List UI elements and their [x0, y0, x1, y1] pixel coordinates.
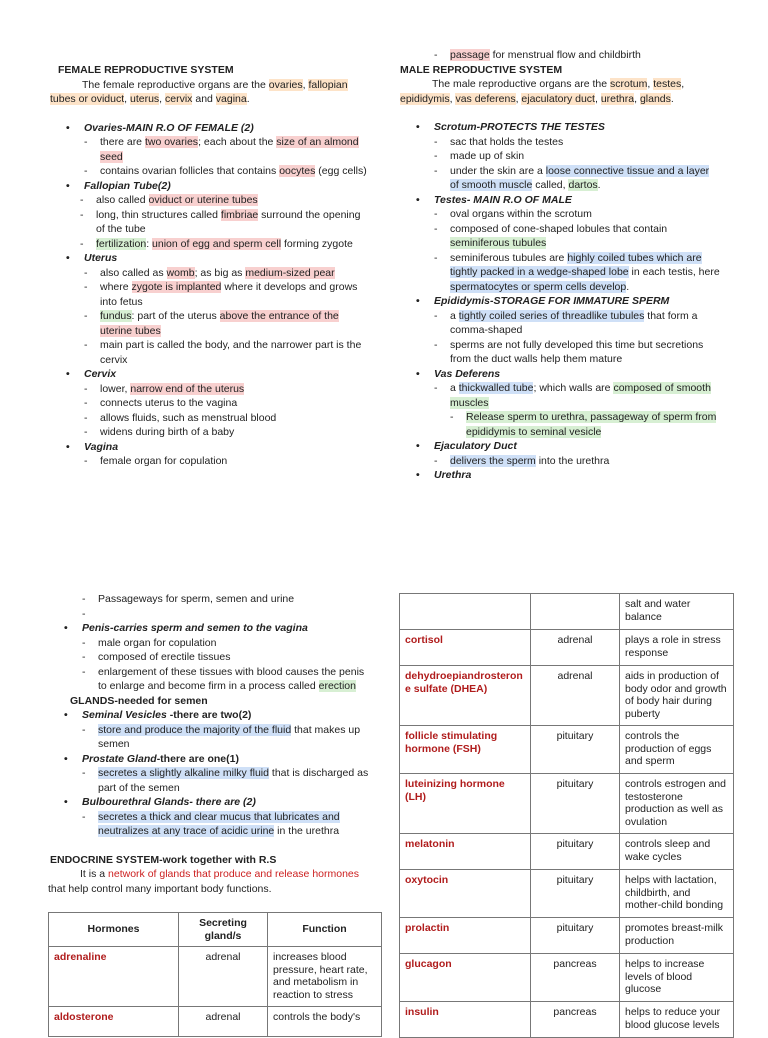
function-cell: aids in production of body odor and growth of body hair during puberty [620, 666, 734, 726]
table-row [400, 918, 734, 954]
hormone-cell: follicle stimulating hormone (FSH) [400, 726, 531, 774]
seminal-vesicles-heading: • Seminal Vesicles -there are two(2) [48, 708, 370, 723]
hormone-cell: luteinizing hormone (LH) [400, 774, 531, 834]
list-item: - fertilization: union of egg and sperm cell forming zygote [50, 237, 370, 252]
endocrine-intro: It is a network of glands that produce and release hormones that help control many important body functions. [48, 868, 360, 895]
glands-title: GLANDS-needed for semen [70, 694, 208, 707]
male-intro: The male reproductive organs are the scrotum, testes, epididymis, vas deferens, ejaculatory duct, urethra, glands. [400, 78, 685, 105]
ejaculatory-duct-heading: • Ejaculatory Duct [400, 439, 720, 454]
table-row [49, 1007, 382, 1037]
female-intro: The female reproductive organs are the ovaries, fallopian tubes or oviduct, uterus, cervix and vagina. [50, 78, 348, 105]
female-title: FEMALE REPRODUCTIVE SYSTEM [58, 64, 234, 76]
table-row [400, 726, 734, 774]
male-title: MALE REPRODUCTIVE SYSTEM [400, 63, 563, 76]
gland-cell [531, 594, 620, 630]
hormone-cell: insulin [400, 1002, 531, 1038]
prostate-heading: • Prostate Gland-there are one(1) [48, 752, 370, 767]
function-cell: salt and water balance [620, 594, 734, 630]
gland-cell: pituitary [531, 726, 620, 774]
bulbourethral-heading: • Bulbourethral Glands- there are (2) [48, 795, 370, 810]
column-header: Secreting gland/s [179, 913, 268, 947]
list-item: - male organ for copulation [48, 636, 370, 651]
list-item: - enlargement of these tissues with blood causes the penis to enlarge and become firm in a process called erection [48, 665, 370, 694]
list-item: - Release sperm to urethra, passageway of sperm from epididymis to seminal vesicle [400, 410, 720, 439]
gland-cell: adrenal [179, 947, 268, 1007]
list-item: - seminiferous tubules are highly coiled tubes which are tightly packed in a wedge-shaped lobe in each testis, here spermatocytes or sperm cells develop. [400, 251, 720, 295]
list-item: - contains ovarian follicles that contains oocytes (egg cells) [50, 164, 370, 179]
cervix-heading: • Cervix [50, 367, 370, 382]
gland-cell: adrenal [179, 1007, 268, 1037]
vagina-heading: • Vagina [50, 440, 370, 455]
ovaries-heading: • Ovaries-MAIN R.O OF FEMALE (2) [50, 121, 370, 136]
gland-cell: pancreas [531, 1002, 620, 1038]
list-item: - long, thin structures called fimbriae surround the opening of the tube [50, 208, 370, 237]
list-item: - a thickwalled tube; which walls are composed of smooth muscles [400, 381, 720, 410]
gland-cell: pituitary [531, 870, 620, 918]
table-row [400, 666, 734, 726]
urethra-heading: • Urethra [400, 468, 720, 483]
hormone-table-right [399, 593, 734, 1038]
list-item: - Passageways for sperm, semen and urine [48, 592, 370, 607]
endocrine-title: ENDOCRINE SYSTEM-work together with R.S [50, 853, 277, 866]
vas-deferens-heading: • Vas Deferens [400, 367, 720, 382]
hormone-cell: oxytocin [400, 870, 531, 918]
female-section [50, 63, 370, 469]
list-item: - secretes a slightly alkaline milky fluid that is discharged as part of the semen [48, 766, 370, 795]
list-item: - allows fluids, such as menstrual blood [50, 411, 370, 426]
list-item: - passage for menstrual flow and childbirth [400, 48, 720, 63]
list-item: - composed of erectile tissues [48, 650, 370, 665]
uterus-heading: • Uterus [50, 251, 370, 266]
hormone-cell [400, 594, 531, 630]
scrotum-heading: • Scrotum-PROTECTS THE TESTES [400, 120, 720, 135]
list-item [48, 607, 370, 622]
function-cell: controls the production of eggs and sperm [620, 726, 734, 774]
list-item: - main part is called the body, and the narrower part is the cervix [50, 338, 370, 367]
list-item: - delivers the sperm into the urethra [400, 454, 720, 469]
table-row [400, 774, 734, 834]
gland-cell: adrenal [531, 666, 620, 726]
list-item: - where zygote is implanted where it develops and grows into fetus [50, 280, 370, 309]
table-row [400, 834, 734, 870]
gland-cell: pituitary [531, 918, 620, 954]
list-item: - also called oviduct or uterine tubes [50, 193, 370, 208]
list-item: - there are two ovaries; each about the size of an almond seed [50, 135, 370, 164]
table-header-row [49, 913, 382, 947]
gland-cell: pituitary [531, 834, 620, 870]
function-cell: helps with lactation, childbirth, and mother-child bonding [620, 870, 734, 918]
list-item: - composed of cone-shaped lobules that contain seminiferous tubules [400, 222, 720, 251]
list-item: - female organ for copulation [50, 454, 370, 469]
penis-heading: • Penis-carries sperm and semen to the vagina [48, 621, 370, 636]
list-item: - store and produce the majority of the fluid that makes up semen [48, 723, 370, 752]
male-section [400, 48, 720, 483]
table-row [400, 870, 734, 918]
list-item: - a tightly coiled series of threadlike tubules that form a comma-shaped [400, 309, 720, 338]
gland-cell: pituitary [531, 774, 620, 834]
table-row [400, 630, 734, 666]
function-cell: controls sleep and wake cycles [620, 834, 734, 870]
list-item: - made up of skin [400, 149, 720, 164]
list-item: - lower, narrow end of the uterus [50, 382, 370, 397]
function-cell: promotes breast-milk production [620, 918, 734, 954]
gland-cell: pancreas [531, 954, 620, 1002]
list-item: - secretes a thick and clear mucus that lubricates and neutralizes at any trace of acidic urine in the urethra [48, 810, 370, 839]
hormone-cell: glucagon [400, 954, 531, 1002]
hormone-cell: aldosterone [49, 1007, 179, 1037]
table-row [400, 594, 734, 630]
list-item: - oval organs within the scrotum [400, 207, 720, 222]
testes-heading: • Testes- MAIN R.O OF MALE [400, 193, 720, 208]
list-item: - also called as womb; as big as medium-sized pear [50, 266, 370, 281]
epididymis-heading: • Epididymis-STORAGE FOR IMMATURE SPERM [400, 294, 720, 309]
list-item: - widens during birth of a baby [50, 425, 370, 440]
function-cell: increases blood pressure, heart rate, and metabolism in reaction to stress [268, 947, 382, 1007]
hormone-cell: melatonin [400, 834, 531, 870]
list-item: - fundus: part of the uterus above the entrance of the uterine tubes [50, 309, 370, 338]
hormone-cell: adrenaline [49, 947, 179, 1007]
function-cell: controls the body's [268, 1007, 382, 1037]
column-header: Function [268, 913, 382, 947]
table-row [400, 1002, 734, 1038]
column-header: Hormones [49, 913, 179, 947]
function-cell: plays a role in stress response [620, 630, 734, 666]
hormone-cell: cortisol [400, 630, 531, 666]
hormone-cell: prolactin [400, 918, 531, 954]
table-row [49, 947, 382, 1007]
function-cell: controls estrogen and testosterone production as well as ovulation [620, 774, 734, 834]
table-row [400, 954, 734, 1002]
fallopian-heading: • Fallopian Tube(2) [50, 179, 370, 194]
list-item: - connects uterus to the vagina [50, 396, 370, 411]
function-cell: helps to reduce your blood glucose levels [620, 1002, 734, 1038]
gland-cell: adrenal [531, 630, 620, 666]
list-item: - sac that holds the testes [400, 135, 720, 150]
function-cell: helps to increase levels of blood glucose [620, 954, 734, 1002]
list-item: - under the skin are a loose connective tissue and a layer of smooth muscle called, dartos. [400, 164, 720, 193]
lower-left-section [48, 592, 370, 896]
list-item: - sperms are not fully developed this time but secretions from the duct walls help them mature [400, 338, 720, 367]
hormone-cell: dehydroepiandrosterone sulfate (DHEA) [400, 666, 531, 726]
hormone-table-left [48, 912, 382, 1037]
